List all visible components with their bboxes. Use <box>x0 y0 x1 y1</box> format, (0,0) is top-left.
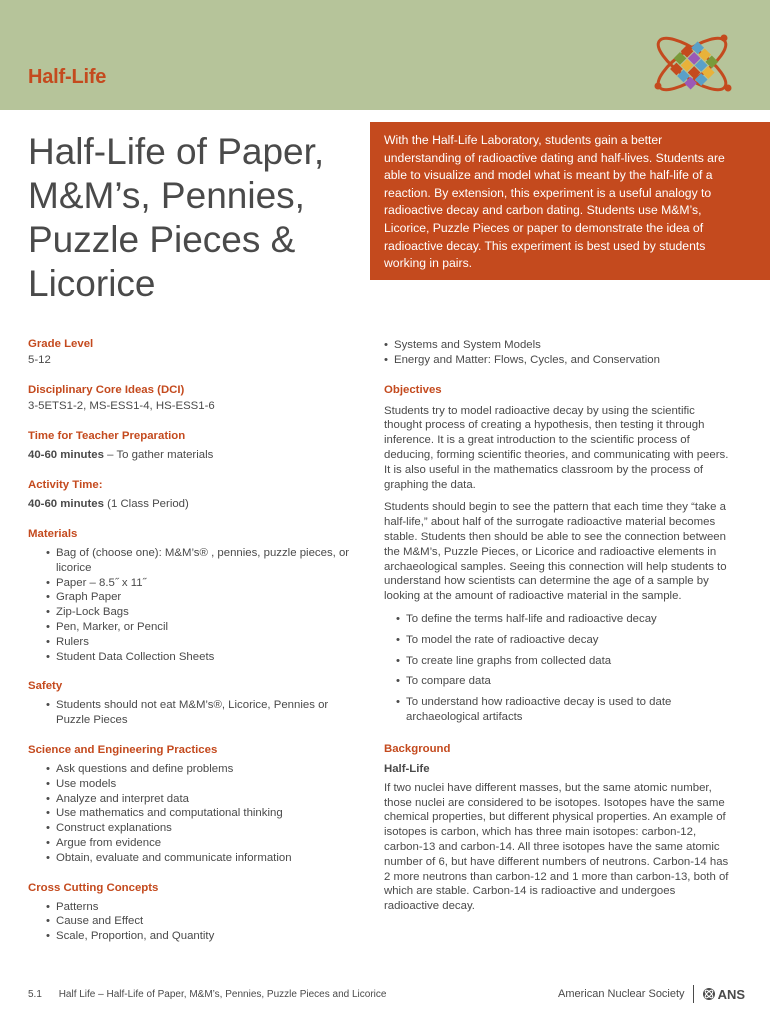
objectives-paragraph-2: Students should begin to see the pattern that each time they “take a half-life,” about half of the surrogate radioactive material becomes stable. Students then should be able to see the connection between the M&M’s, Puzzle Pieces, or Licorice and radioactive elements in archaeological samples. Seeing this connection will help students to understand how scientists can determine the age of a sample by looking at the amount of radioactive material in the sample. <box>384 501 727 603</box>
header-band <box>0 0 770 110</box>
dci-heading: Disciplinary Core Ideas (DCI) <box>28 384 185 396</box>
left-column <box>28 338 363 960</box>
materials-list <box>28 546 363 664</box>
activity-time: 40-60 minutes <box>28 498 104 510</box>
grade-level-section <box>28 338 363 368</box>
list-item: • Bag of (choose one): M&M’s® , pennies, puzzle pieces, or licorice <box>28 546 363 576</box>
crosscutting-heading: Cross Cutting Concepts <box>28 881 159 894</box>
page-title: Half-Life of Paper, M&M’s, Pennies, Puzzle Pieces & Licorice <box>28 131 325 304</box>
list-item: • Pen, Marker, or Pencil <box>28 620 363 635</box>
objectives-list <box>378 612 729 725</box>
list-item: • Obtain, evaluate and communicate information <box>28 851 363 866</box>
list-item: • Zip-Lock Bags <box>28 605 363 620</box>
prep-value <box>28 448 363 463</box>
objectives-heading: Objectives <box>384 383 442 396</box>
prep-heading: Time for Teacher Preparation <box>28 430 186 442</box>
ans-atom-icon <box>702 987 716 1001</box>
intro-box: With the Half-Life Laboratory, students gain a better understanding of radioactive dating and half-lives. Students are able to visualize and model what is meant by the half-life of a reaction. By extension, this experiment is a useful analogy to radioactive decay and carbon dating. Students use M&M’s, Licorice, Puzzle Pieces or paper to demonstrate the idea of radioactive decay. This experiment is best used by students working in pairs. <box>370 122 770 280</box>
list-item: • Scale, Proportion, and Quantity <box>28 929 363 944</box>
dci-section <box>28 384 363 414</box>
list-item: • Ask questions and define problems <box>28 762 363 777</box>
list-item: • Students should not eat M&M’s®, Licorice, Pennies or Puzzle Pieces <box>28 698 363 728</box>
list-item: • To understand how radioactive decay is used to date archaeological artifacts <box>378 695 729 725</box>
activity-section <box>28 479 363 512</box>
list-item: • Graph Paper <box>28 590 363 605</box>
materials-heading: Materials <box>28 528 78 540</box>
crosscutting-list <box>28 900 363 944</box>
list-item: • To compare data <box>378 674 729 689</box>
prep-time: 40-60 minutes <box>28 449 104 461</box>
atom-tiles-logo-icon <box>650 24 734 104</box>
org-name: American Nuclear Society <box>558 988 685 1000</box>
list-item: • Paper – 8.5˝ x 11˝ <box>28 576 363 591</box>
grade-level-value: 5-12 <box>28 354 51 366</box>
grade-level-heading: Grade Level <box>28 338 94 350</box>
list-item: • Energy and Matter: Flows, Cycles, and Conservation <box>366 353 729 368</box>
activity-heading: Activity Time: <box>28 479 103 491</box>
list-item: • Use models <box>28 777 363 792</box>
list-item: • To define the terms half-life and radioactive decay <box>378 612 729 627</box>
list-item: • Patterns <box>28 900 363 915</box>
footer-branding <box>558 985 745 1003</box>
list-item: • Systems and System Models <box>366 338 729 353</box>
dci-value: 3-5ETS1-2, MS-ESS1-4, HS-ESS1-6 <box>28 400 215 412</box>
list-item: • Analyze and interpret data <box>28 792 363 807</box>
list-item: • Argue from evidence <box>28 836 363 851</box>
list-item: • Use mathematics and computational thinking <box>28 806 363 821</box>
objectives-paragraph-1: Students try to model radioactive decay by using the scientific thought process of creating a hypothesis, then testing it through inference. It is a great introduction to the scientific process of deducing, forming scientific theories, and communicating with peers. It is also useful in the mathematics classroom by the process of graphing the data. <box>384 404 729 491</box>
ans-text: ANS <box>717 986 746 1002</box>
practices-list <box>28 762 363 866</box>
list-item: • To model the rate of radioactive decay <box>378 633 729 648</box>
crosscutting-list-continued <box>366 338 729 368</box>
background-subheading: Half-Life <box>384 762 430 775</box>
footer-caption <box>28 989 386 1000</box>
activity-value <box>28 497 363 512</box>
prep-note: – To gather materials <box>103 449 214 461</box>
footer-divider <box>693 985 694 1003</box>
background-heading: Background <box>384 742 451 755</box>
right-column <box>384 338 729 922</box>
practices-heading: Science and Engineering Practices <box>28 743 218 756</box>
crosscutting-section <box>28 882 363 944</box>
list-item: • Student Data Collection Sheets <box>28 650 363 665</box>
safety-section <box>28 680 363 728</box>
footer-text: Half Life – Half-Life of Paper, M&M’s, Pennies, Puzzle Pieces and Licorice <box>58 989 387 1000</box>
prep-section <box>28 430 363 463</box>
background-paragraph: If two nuclei have different masses, but the same atomic number, those nuclei are considered to be isotopes. Isotopes have the same chemical properties, but different physical properties. An example of isotopes is carbon, which has three main isotopes: carbon-12, carbon-13 and carbon-14. All three isotopes have the same atomic number of 6, but have different numbers of neutrons. Carbon-14 has 2 more neutrons than carbon-12 and 1 more than carbon-13, both of which are stable. Carbon-14 is radioactive and undergoes radioactive decay. <box>384 781 729 913</box>
list-item: • To create line graphs from collected data <box>378 654 729 669</box>
activity-note: (1 Class Period) <box>103 498 189 510</box>
section-title: Half-Life <box>28 66 107 88</box>
practices-section <box>28 744 363 866</box>
list-item: • Cause and Effect <box>28 914 363 929</box>
safety-list <box>28 698 363 728</box>
materials-section <box>28 528 363 664</box>
page-number: 5.1 <box>28 989 42 1000</box>
ans-logo <box>702 987 745 1002</box>
safety-heading: Safety <box>28 680 63 693</box>
list-item: • Construct explanations <box>28 821 363 836</box>
list-item: • Rulers <box>28 635 363 650</box>
